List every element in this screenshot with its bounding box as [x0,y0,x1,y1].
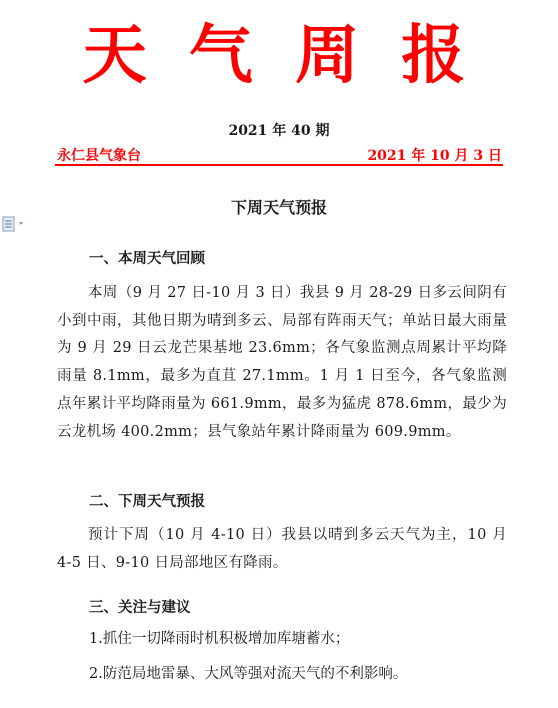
document-icon[interactable] [2,216,28,232]
bureau-name: 永仁县气象台 [57,148,141,164]
section-heading-forecast: 二、下周天气预报 [89,493,205,510]
review-paragraph: 本周（9 月 27 日-10 月 3 日）我县 9 月 28-29 日多云间阴有小到中雨，其他日期为晴到多云、局部有阵雨天气；单站日最大雨量为 9 月 29 日云龙芒果基地 23.6mm；各气象监测点周累计平均降雨量 8.1mm，最多为直苴 27.1mm。1 月 1 日至今，各气象监测点年累计平均降雨量为 661.9mm，最多为猛虎 878.6mm，最少为云龙机场 400.2mm；县气象站年累计降雨量为 609.9mm。 [57,285,507,440]
advice-item: 2.防范局地雷暴、大风等强对流天气的不利影响。 [89,666,408,682]
issue-number: 2021 年 40 期 [228,123,330,139]
masthead-title: 天 气 周 报 [82,18,476,93]
section-heading-advice: 三、关注与建议 [89,599,191,616]
red-divider [55,164,503,166]
section-heading-review: 一、本周天气回顾 [89,250,205,267]
forecast-paragraph: 预计下周（10 月 4-10 日）我县以晴到多云天气为主，10 月 4-5 日、9-10 日局部地区有降雨。 [57,527,507,571]
advice-item: 1.抓住一切降雨时机积极增加库塘蓄水； [89,631,350,647]
document-title: 下周天气预报 [230,198,327,217]
issue-date: 2021 年 10 月 3 日 [367,148,502,164]
